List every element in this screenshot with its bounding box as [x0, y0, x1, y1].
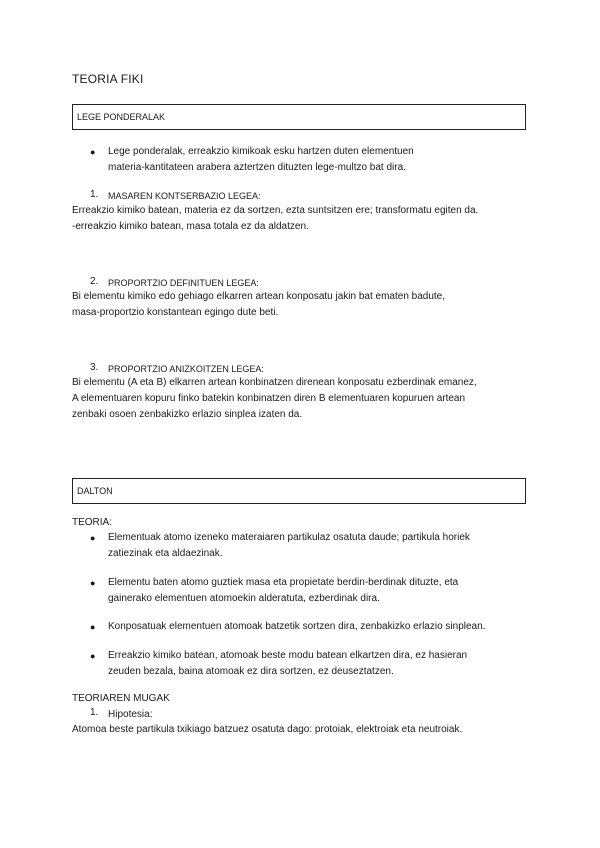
paragraph-line: A elementuaren kopuru finko batekin konbinatzen diren B elementuaren kopuruen artean [72, 393, 466, 404]
list-item-title: MASAREN KONTSERBAZIO LEGEA: [108, 191, 261, 201]
teoria-label: TEORIA: [72, 517, 113, 528]
bullet-line: zatiezinak eta aldaezinak. [108, 548, 223, 559]
paragraph-line: Erreakzio kimiko batean, materia ez da sortzen, ezta suntsitzen ere; transformatu egiten da. [72, 205, 479, 216]
bullet-line: gainerako elementuen atomoekin alderatuta, ezberdinak dira. [108, 593, 380, 604]
paragraph-line: Atomoa beste partikula txikiago batzuez osatuta dago: protoiak, elektroiak eta neutroiak. [72, 724, 463, 735]
section-heading-dalton: DALTON [72, 478, 526, 504]
section-heading-lege-ponderalak: LEGE PONDERALAK [72, 104, 526, 130]
list-number: 1. [90, 189, 99, 200]
paragraph [72, 203, 478, 235]
mugak-label: TEORIAREN MUGAK [72, 693, 170, 704]
document-title: TEORIA FIKI [72, 72, 144, 86]
list-item-title: PROPORTZIO DEFINITUEN LEGEA: [108, 278, 259, 288]
paragraph [72, 289, 445, 321]
bullet-line: Konposatuak elementuen atomoak batzetik sortzen dira, zenbakizko erlazio sinplean. [108, 621, 486, 632]
bullet-line: Elementuak atomo izeneko materaiaren partikulaz osatuta daude; partikula horiek [108, 532, 470, 543]
paragraph-line: Bi elementu kimiko edo gehiago elkarren artean konposatu jakin bat ematen badute, [72, 291, 446, 302]
paragraph-line: Bi elementu (A eta B) elkarren artean konbinatzen direnean konposatu ezberdinak emanez, [72, 377, 477, 388]
bullet-dot: ● [90, 651, 96, 661]
bullet-paragraph [108, 619, 485, 635]
list-item-title: Hipotesia: [108, 709, 153, 720]
bullet-dot: ● [90, 578, 96, 588]
bullet-dot: ● [90, 622, 96, 632]
bullet-paragraph [108, 530, 470, 562]
bullet-line: materia-kantitateen arabera aztertzen dituzten lege-multzo bat dira. [108, 162, 406, 173]
list-item-title: PROPORTZIO ANIZKOITZEN LEGEA: [108, 364, 264, 374]
list-number: 1. [90, 707, 99, 718]
bullet-paragraph [108, 648, 467, 680]
list-number: 2. [90, 276, 99, 287]
bullet-line: Erreakzio kimiko batean, atomoak beste modu batean elkartzen dira, ez hasieran [108, 650, 468, 661]
paragraph [72, 375, 477, 423]
bullet-dot: ● [90, 147, 96, 157]
paragraph-line: zenbaki osoen zenbakizko erlazio sinplea izaten da. [72, 409, 303, 420]
bullet-paragraph [108, 144, 414, 176]
bullet-line: Elementu baten atomo guztiek masa eta propietate berdin-berdinak dituzte, eta [108, 577, 459, 588]
paragraph-line: -erreakzio kimiko batean, masa totala ez da aldatzen. [72, 221, 309, 232]
list-number: 3. [90, 362, 99, 373]
bullet-line: zeuden bezala, baina atomoak ez dira sortzen, ez deuseztatzen. [108, 666, 394, 677]
bullet-dot: ● [90, 533, 96, 543]
bullet-paragraph [108, 575, 458, 607]
bullet-line: Lege ponderalak, erreakzio kimikoak esku hartzen duten elementuen [108, 146, 414, 157]
paragraph-line: masa-proportzio konstantean egingo dute beti. [72, 307, 279, 318]
